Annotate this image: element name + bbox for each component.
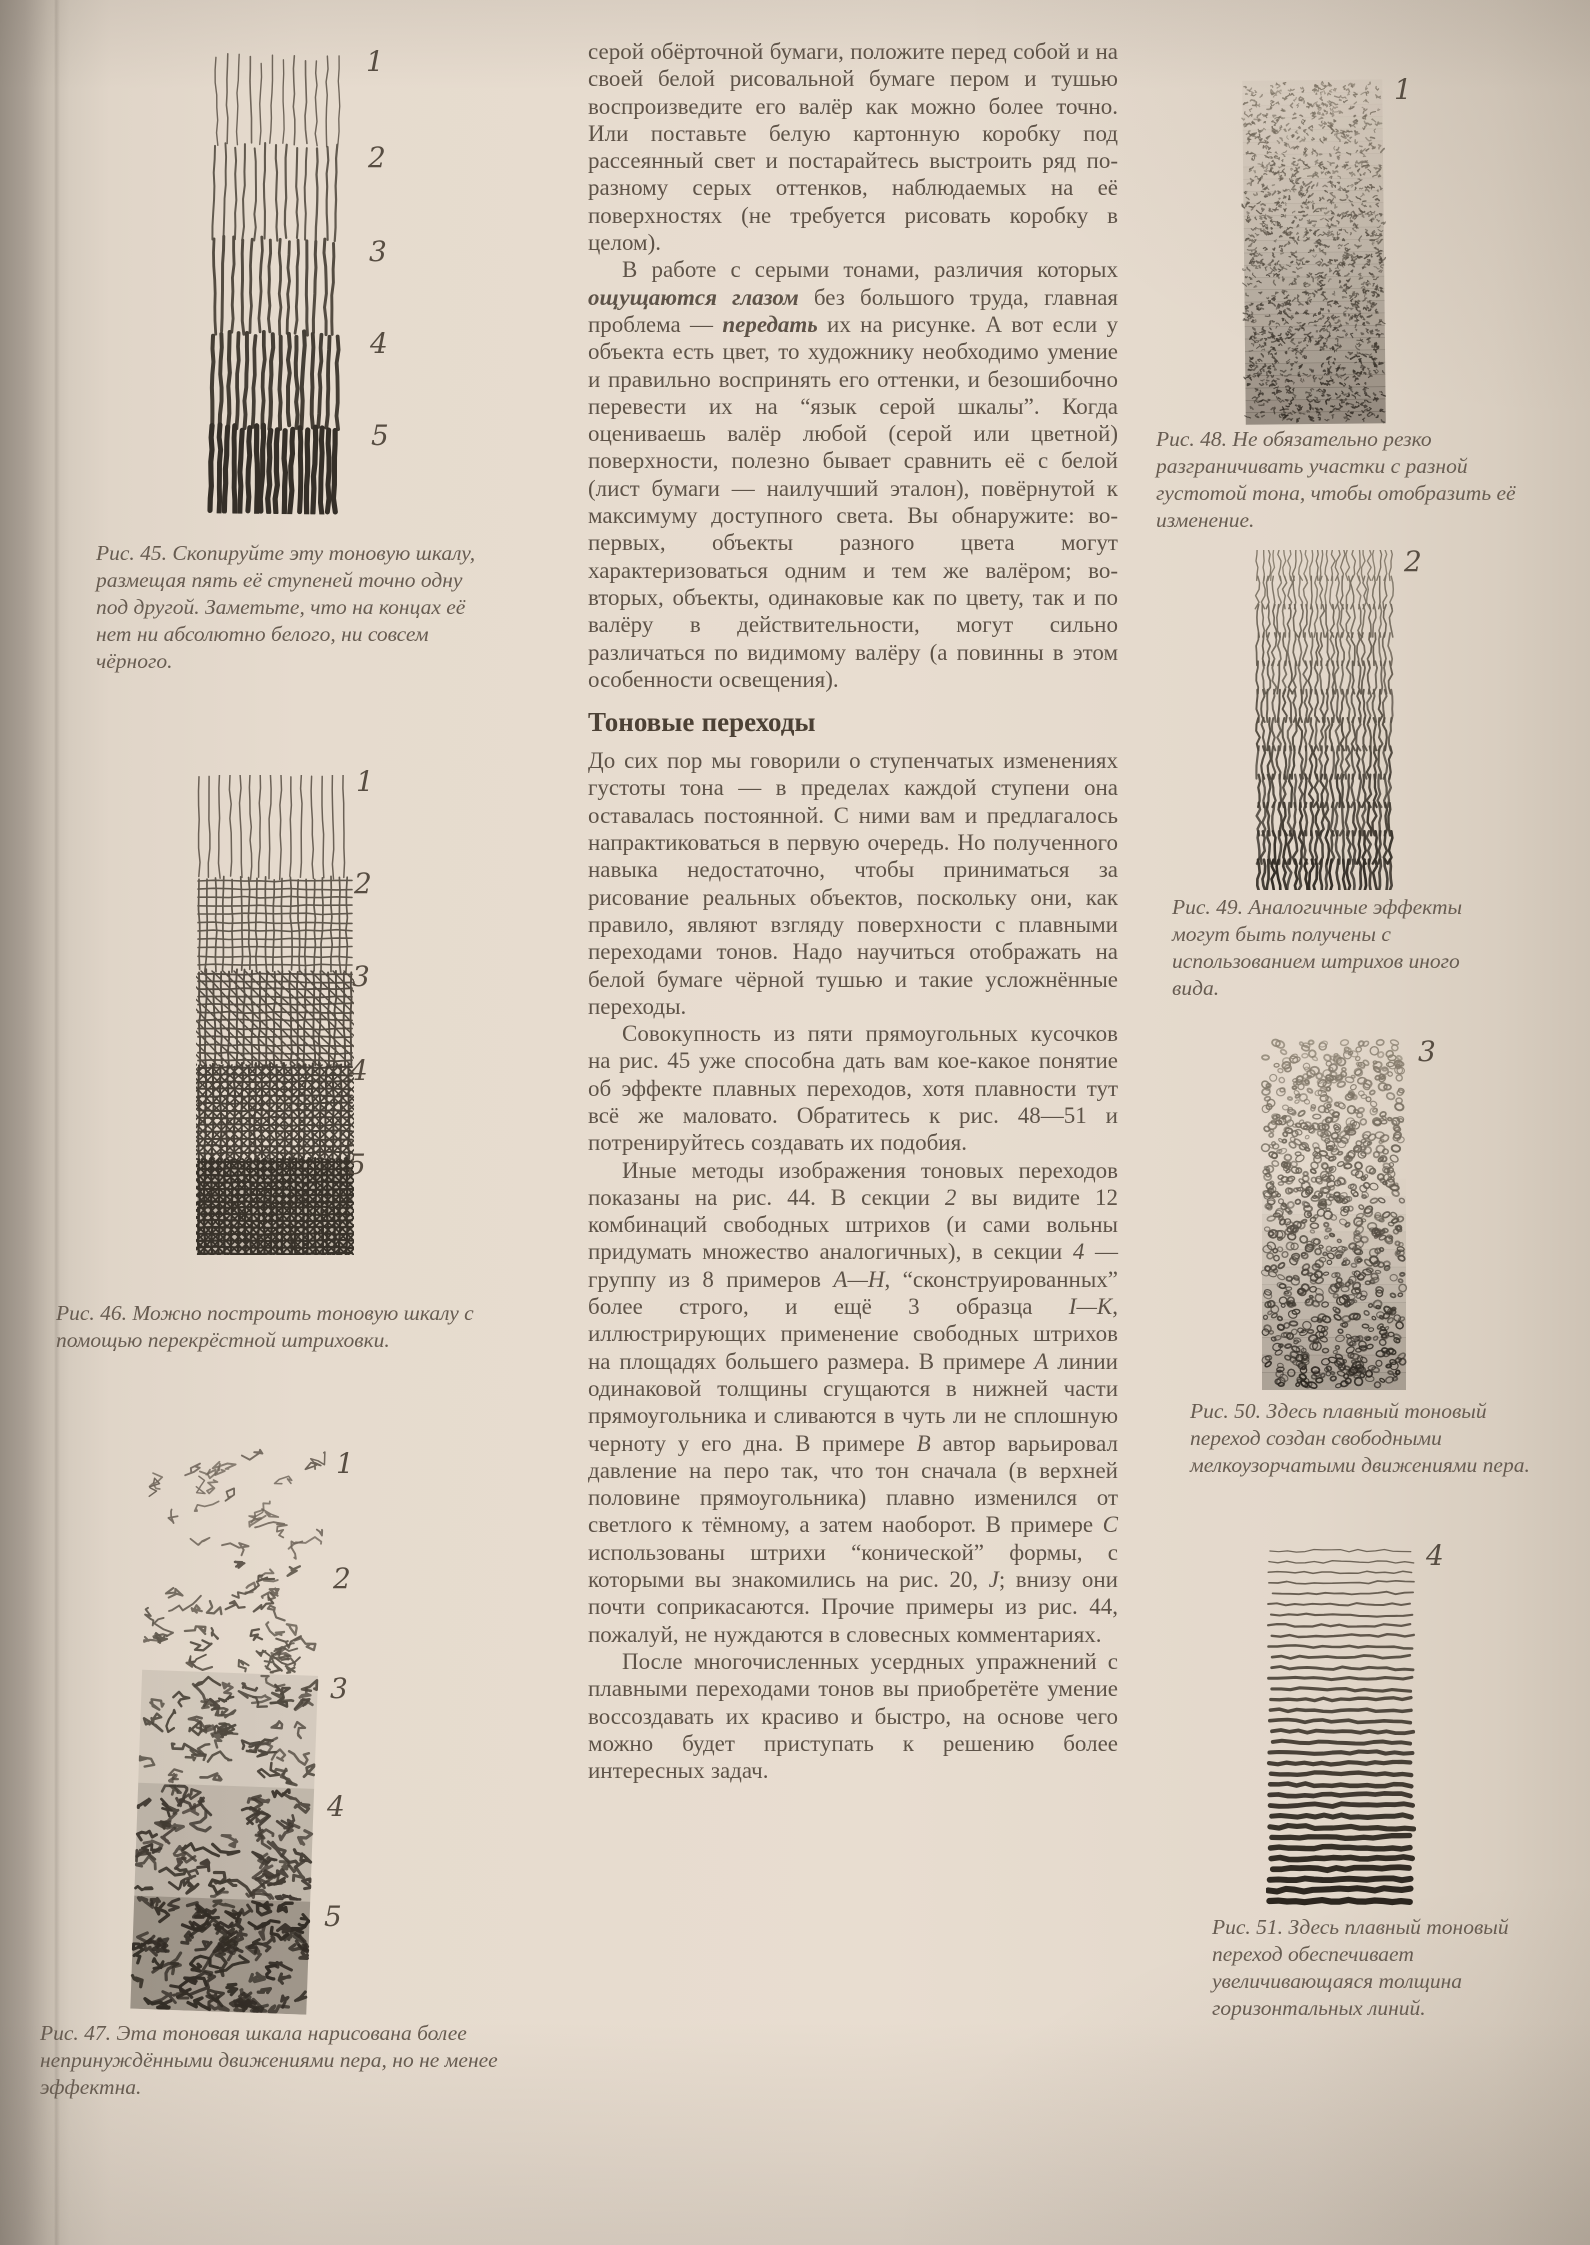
figure-49-caption: Рис. 49. Аналогичные эффекты могут быть получены с использованием штрихов иного вида. [1172, 895, 1463, 1001]
figure-step-number: 4 [350, 1054, 368, 1087]
figure-46-crosshatch-scale [196, 775, 354, 1255]
figure-step-number: 1 [336, 1447, 354, 1480]
figure-step-number: 5 [371, 419, 389, 452]
figure-step-number: 3 [1418, 1035, 1436, 1068]
body-paragraph: После многочисленных усердных упражнений с плавными переходами тонов вы приобретёте умение воссоздавать их красиво и быстро, на основе чего можно будет приступать к решению более интересных задач. [588, 1648, 1118, 1784]
body-paragraph: Совокупность из пяти прямоугольных кусочков на рис. 45 уже способна дать вам кое-какое понятие об эффекте плавных переходов, хотя плавности тут всё же маловато. Обратитесь к рис. 48—51 и потренируйтесь создавать их подобия. [588, 1021, 1118, 1156]
figure-step-number: 3 [369, 235, 387, 268]
body-paragraph: До сих пор мы говорили о ступенчатых изменениях густоты тона — в пределах каждой ступени она оставалась постоянной. С ними вам и предлагалось напрактиковаться в первую очередь. Но полученного навыка недостаточно, чтобы приниматься за рисование реальных объектов, поскольку они, как правило, являют взгляду поверхности с плавными переходами тонов. Надо научиться отображать на белой бумаге чёрной тушью и такие усложнённые переходы. [588, 748, 1118, 1019]
figure-step-number: 2 [1404, 545, 1422, 578]
figure-step-number: 3 [330, 1672, 348, 1705]
figure-step-number: 2 [354, 867, 372, 900]
figure-step-number: 4 [1426, 1539, 1444, 1572]
figure-51-horizontal-lines-gradient [1266, 1546, 1416, 1908]
figure-step-number: 5 [324, 1900, 342, 1933]
figure-step-number: 1 [356, 765, 374, 798]
figure-step-number: 2 [333, 1562, 351, 1595]
section-heading: Тоновые переходы [588, 707, 816, 738]
figure-step-number: 1 [366, 45, 384, 78]
figure-45-caption: Рис. 45. Скопируйте эту тоновую шкалу, размещая пять её ступеней точно одну под другой. Заметьте, что на концах её нет ни абсолютно белого, ни совсем чёрного. [96, 541, 476, 674]
main-text-column [588, 38, 1118, 1784]
figure-step-number: 1 [1394, 73, 1412, 106]
figure-step-number: 3 [352, 960, 370, 993]
figure-step-number: 5 [348, 1148, 366, 1181]
body-paragraph: В работе с серыми тонами, различия которых ощущаются глазом без большого труда, главная проблема — передать их на рисунке. А вот если у объекта есть цвет, то художнику необходимо умение и правильно воспринять его оттенки, и безошибочно перевести их на “язык серой шкалы”. Когда оцениваешь валёр любой (серой или цветной) поверхности, полезно бывает сравнить её с белой (лист бумаги — наилучший эталон), повёрнутой к максимуму доступного света. Вы обнаружите: во-первых, объекты разного цвета могут характеризоваться одним и тем же валёром; во-вторых, объекты, одинаковые как по цвету, так и по валёру в действительности, могут сильно различаться по видимому валёру (а повинны в этом особенности освещения). [588, 257, 1119, 692]
figure-47-scribble-scale [128, 1444, 328, 2015]
figure-51-caption: Рис. 51. Здесь плавный тоновый переход обеспечивает увеличивающаяся толщина горизонтальных линий. [1212, 1915, 1509, 2021]
figure-48-caption: Рис. 48. Не обязательно резко разграничивать участки с разной густотой тона, чтобы отобразить её изменение. [1156, 427, 1516, 533]
figure-45-vertical-hatch-scale [207, 51, 346, 514]
figure-47-caption: Рис. 47. Эта тоновая шкала нарисована более непринуждёнными движениями пера, но не менее эффектна. [40, 2021, 498, 2100]
body-paragraph: серой обёрточной бумаги, положите перед собой и на своей белой рисовальной бумаге пером и тушью воспроизведите его валёр как можно более точно. Или поставьте белую картонную коробку под рассеянный свет и постарайтесь выстроить ряд по-разному серых оттенков, наблюдаемых на её поверхностях (не требуется рисовать коробку в целом). [588, 39, 1118, 256]
figure-50-loop-texture-gradient [1260, 1038, 1408, 1390]
figure-50-caption: Рис. 50. Здесь плавный тоновый переход создан свободными мелкоузорчатыми движениями пера. [1190, 1399, 1530, 1478]
figure-step-number: 4 [370, 327, 388, 360]
figure-49-vertical-squiggle-gradient [1254, 550, 1396, 890]
body-paragraph: Иные методы изображения тоновых переходов показаны на рис. 44. В секции 2 вы видите 12 комбинаций свободных штрихов (и сами вольны придумать множество аналогичных), в секции 4 — группу из 8 примеров A—H, “сконструированных” более строго, и ещё 3 образца I—K, иллюстрирующих применение свободных штрихов на площадях большего размера. В примере A линии одинаковой толщины сгущаются в нижней части прямоугольника и сливаются в чуть ли не сплошную черноту у его дна. В примере B автор варьировал давление на перо так, что тон сначала (в верхней половине прямоугольника) плавно изменился от светлого к тёмному, а затем наоборот. В примере C использованы штрихи “конической” формы, с которыми вы знакомились на рис. 20, J; внизу они почти соприкасаются. Прочие примеры из рис. 44, пожалуй, не нуждаются в словесных комментариях. [588, 1157, 1119, 1647]
figure-step-number: 2 [368, 141, 386, 174]
figure-step-number: 4 [327, 1790, 345, 1823]
figure-48-stipple-gradient [1240, 79, 1388, 424]
figure-46-caption: Рис. 46. Можно построить тоновую шкалу с помощью перекрёстной штриховки. [56, 1301, 474, 1353]
